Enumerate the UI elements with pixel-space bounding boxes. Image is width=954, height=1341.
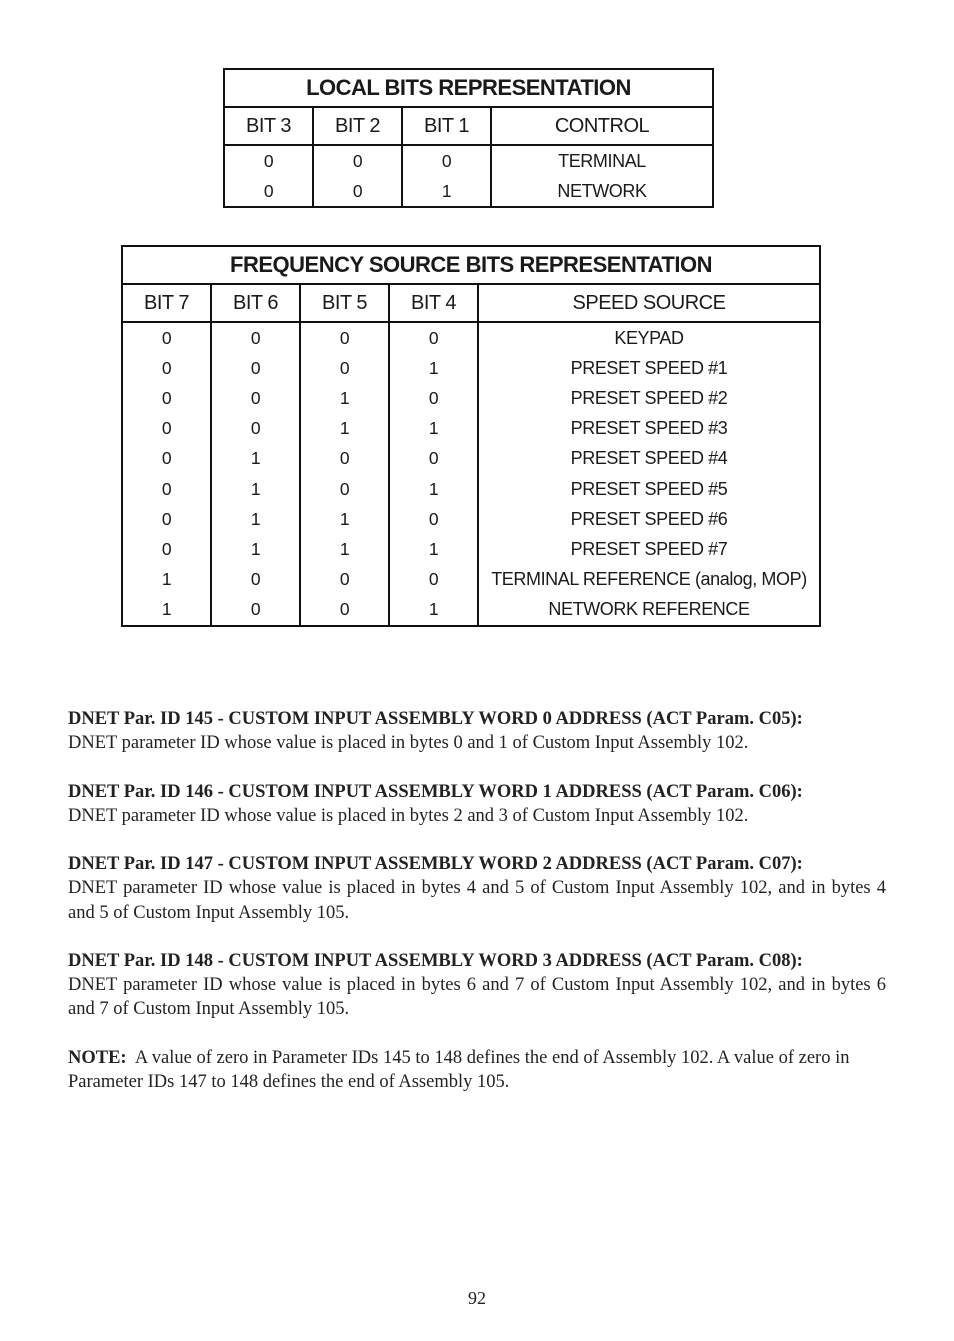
column-header: SPEED SOURCE: [478, 284, 820, 322]
table-cell: 1: [122, 565, 211, 595]
table-title-row: [122, 246, 820, 284]
parameter-heading: DNET Par. ID 145 - CUSTOM INPUT ASSEMBLY WORD 0 ADDRESS (ACT Param. C05):: [68, 709, 803, 729]
table-cell: 1: [402, 176, 491, 207]
parameter-description: DNET parameter ID whose value is placed in bytes 6 and 7 of Custom Input Assembly 102, and in bytes 6 and 7 of Custom Input Assembly 105.: [68, 975, 886, 1020]
table-cell: 1: [211, 504, 300, 534]
table-header-row: [224, 107, 713, 145]
table-cell: PRESET SPEED #4: [478, 444, 820, 474]
local-bits-table: [223, 68, 714, 208]
table-cell: 0: [300, 444, 389, 474]
table-row: [122, 353, 820, 383]
table-row: [122, 414, 820, 444]
table-cell: KEYPAD: [478, 322, 820, 353]
note-block: [68, 1046, 886, 1094]
column-header: BIT 5: [300, 284, 389, 322]
column-header: BIT 1: [402, 107, 491, 145]
table-cell: 0: [300, 595, 389, 626]
parameter-heading: DNET Par. ID 148 - CUSTOM INPUT ASSEMBLY WORD 3 ADDRESS (ACT Param. C08):: [68, 950, 803, 971]
table-cell: 1: [389, 595, 478, 626]
table-cell: 0: [122, 444, 211, 474]
table-cell: 1: [211, 444, 300, 474]
table-cell: 0: [389, 383, 478, 413]
table-cell: 0: [224, 145, 313, 176]
parameter-descriptions: [68, 707, 886, 1118]
table-cell: 0: [300, 322, 389, 353]
note-text: A value of zero in Parameter IDs 145 to 148 defines the end of Assembly 102. A value of zero in Parameter IDs 147 to 148 defines the end of Assembly 105.: [68, 1047, 850, 1092]
table-cell: 0: [224, 176, 313, 207]
table-cell: 1: [300, 504, 389, 534]
column-header: BIT 4: [389, 284, 478, 322]
table-cell: 0: [300, 565, 389, 595]
column-header: BIT 2: [313, 107, 402, 145]
table-cell: TERMINAL REFERENCE (analog, MOP): [478, 565, 820, 595]
table-header-row: [122, 284, 820, 322]
page-number: 92: [468, 1288, 486, 1308]
table-cell: 0: [389, 565, 478, 595]
table-cell: 0: [389, 444, 478, 474]
table-row: [122, 383, 820, 413]
table-cell: 0: [122, 383, 211, 413]
parameter-block: [68, 949, 886, 1022]
table-row: [122, 504, 820, 534]
table-row: [122, 534, 820, 564]
column-header: BIT 6: [211, 284, 300, 322]
table-row: [224, 145, 713, 176]
parameter-block: [68, 780, 886, 828]
table-cell: 0: [389, 504, 478, 534]
table-cell: 0: [122, 353, 211, 383]
table-cell: PRESET SPEED #7: [478, 534, 820, 564]
parameter-heading: DNET Par. ID 146 - CUSTOM INPUT ASSEMBLY WORD 1 ADDRESS (ACT Param. C06):: [68, 781, 803, 802]
local-table-title: LOCAL BITS REPRESENTATION: [224, 69, 713, 107]
table-cell: PRESET SPEED #6: [478, 504, 820, 534]
table-cell: 1: [389, 474, 478, 504]
frequency-source-bits-table: [121, 245, 821, 627]
table-cell: 0: [211, 353, 300, 383]
parameter-description: DNET parameter ID whose value is placed in bytes 4 and 5 of Custom Input Assembly 102, and in bytes 4 and 5 of Custom Input Assembly 105.: [68, 878, 886, 923]
table-cell: NETWORK: [491, 176, 713, 207]
table-cell: 1: [389, 353, 478, 383]
table-cell: 1: [300, 414, 389, 444]
table-cell: 1: [211, 534, 300, 564]
table-cell: 1: [389, 534, 478, 564]
table-row: [122, 565, 820, 595]
table-title-row: [224, 69, 713, 107]
column-header: BIT 3: [224, 107, 313, 145]
table-cell: 0: [211, 414, 300, 444]
parameter-description: DNET parameter ID whose value is placed in bytes 2 and 3 of Custom Input Assembly 102.: [68, 805, 749, 826]
table-cell: 0: [211, 322, 300, 353]
table-cell: 0: [122, 322, 211, 353]
table-cell: 0: [122, 534, 211, 564]
table-cell: 0: [122, 504, 211, 534]
parameter-block: [68, 852, 886, 925]
table-row: [122, 322, 820, 353]
parameter-description: DNET parameter ID whose value is placed in bytes 0 and 1 of Custom Input Assembly 102.: [68, 733, 749, 754]
table-cell: 0: [211, 595, 300, 626]
table-cell: 0: [402, 145, 491, 176]
table-cell: 0: [300, 474, 389, 504]
parameter-block: [68, 707, 886, 755]
note-label: NOTE:: [68, 1047, 127, 1068]
table-cell: TERMINAL: [491, 145, 713, 176]
table-cell: 0: [122, 474, 211, 504]
table-cell: PRESET SPEED #1: [478, 353, 820, 383]
table-row: [224, 176, 713, 207]
table-cell: PRESET SPEED #5: [478, 474, 820, 504]
table-cell: 0: [211, 565, 300, 595]
table-cell: 0: [313, 176, 402, 207]
freq-table-title: FREQUENCY SOURCE BITS REPRESENTATION: [122, 246, 820, 284]
table-cell: PRESET SPEED #2: [478, 383, 820, 413]
parameter-heading: DNET Par. ID 147 - CUSTOM INPUT ASSEMBLY WORD 2 ADDRESS (ACT Param. C07):: [68, 854, 803, 875]
table-cell: 1: [300, 383, 389, 413]
table-row: [122, 444, 820, 474]
table-cell: 0: [389, 322, 478, 353]
table-cell: 0: [211, 383, 300, 413]
column-header: CONTROL: [491, 107, 713, 145]
column-header: BIT 7: [122, 284, 211, 322]
table-cell: 1: [389, 414, 478, 444]
table-cell: 1: [211, 474, 300, 504]
table-cell: 0: [300, 353, 389, 383]
table-row: [122, 595, 820, 626]
table-cell: 1: [300, 534, 389, 564]
table-cell: 0: [122, 414, 211, 444]
table-row: [122, 474, 820, 504]
table-cell: 1: [122, 595, 211, 626]
table-cell: NETWORK REFERENCE: [478, 595, 820, 626]
table-cell: PRESET SPEED #3: [478, 414, 820, 444]
table-cell: 0: [313, 145, 402, 176]
